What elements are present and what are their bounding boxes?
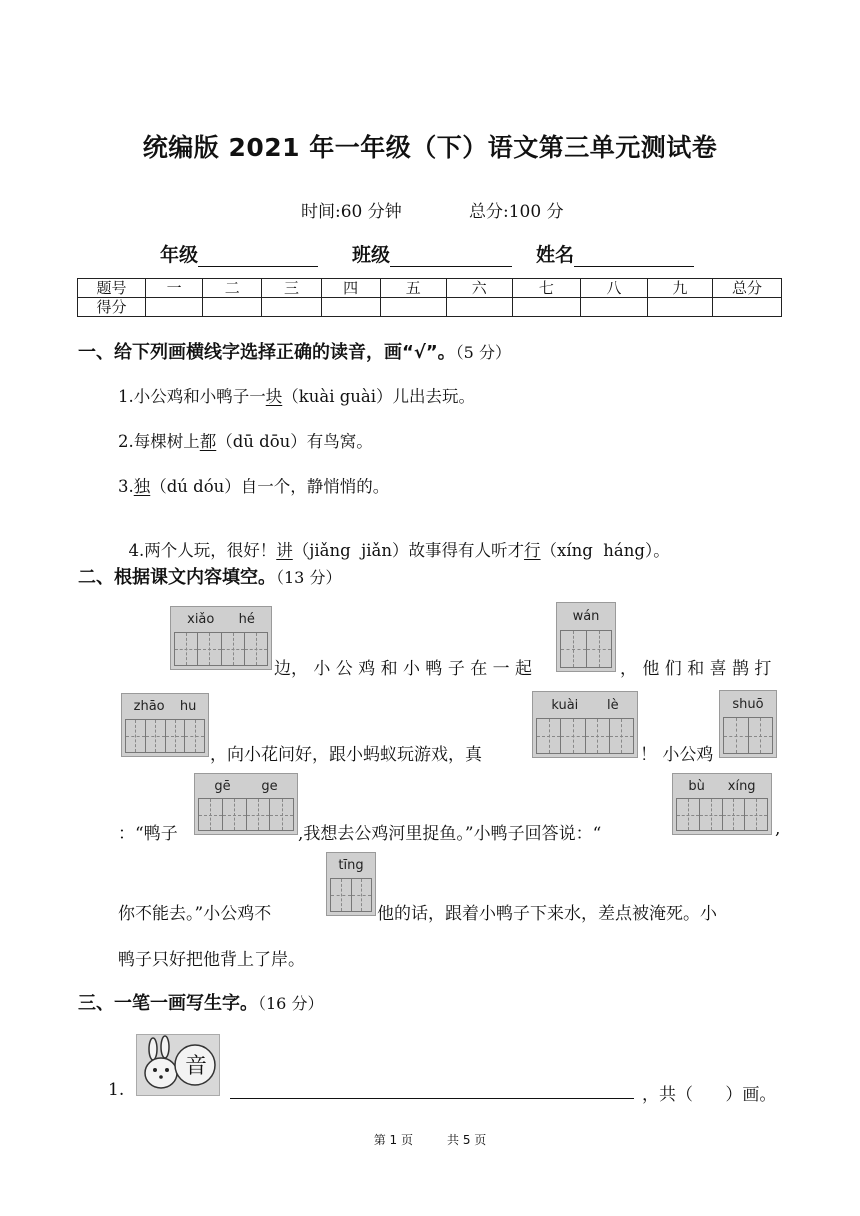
underlined-char: 都 bbox=[199, 432, 217, 451]
score-table-score-row bbox=[78, 298, 782, 317]
pinyin-choices: （dū dōu）有鸟窝。 bbox=[216, 432, 373, 451]
pinyin-text: hé bbox=[238, 611, 255, 627]
section-2-title: 二、根据课文内容填空。 bbox=[78, 567, 276, 588]
underlined-char: 块 bbox=[265, 387, 283, 406]
underlined-char: 讲 bbox=[276, 541, 293, 560]
table-cell: 三 bbox=[262, 279, 321, 298]
section-3-title: 三、一笔一画写生字。 bbox=[78, 993, 258, 1014]
question-1-1 bbox=[118, 383, 475, 407]
table-cell: 九 bbox=[647, 279, 712, 298]
name-label: 姓名 bbox=[536, 244, 575, 266]
pinyin-box-shuo[interactable] bbox=[719, 690, 777, 758]
question-3-1-number: 1. bbox=[108, 1080, 125, 1100]
pinyin-box-wan[interactable] bbox=[556, 602, 616, 672]
table-cell: 得分 bbox=[78, 298, 146, 317]
pinyin-text: kuài bbox=[551, 697, 579, 713]
name-blank[interactable] bbox=[574, 246, 694, 267]
character-to-write: 音 bbox=[184, 1054, 207, 1079]
pinyin-choices: （kuài guài）儿出去玩。 bbox=[282, 387, 476, 406]
question-1-4 bbox=[118, 518, 670, 561]
pinyin-choices: （dú dóu）自一个，静悄悄的。 bbox=[150, 477, 390, 496]
grade-blank[interactable] bbox=[198, 246, 318, 267]
pinyin-text: hu bbox=[179, 698, 197, 714]
pinyin-box-kuai-le[interactable] bbox=[532, 691, 638, 758]
stroke-count-question: ，共（ ）画。 bbox=[642, 1085, 777, 1105]
section-1-heading bbox=[78, 338, 511, 364]
total-score-label: 总分:100 分 bbox=[469, 202, 564, 222]
pinyin-box-xiao-he[interactable] bbox=[170, 606, 272, 670]
pinyin-box-ge-ge[interactable] bbox=[194, 773, 298, 835]
table-cell: 一 bbox=[146, 279, 203, 298]
score-cell[interactable] bbox=[446, 298, 512, 317]
passage-text: ！ 小公鸡 bbox=[640, 745, 714, 765]
class-label: 班级 bbox=[352, 244, 391, 266]
table-cell: 题号 bbox=[78, 279, 146, 298]
pinyin-text: xiǎo bbox=[187, 611, 215, 627]
table-cell: 八 bbox=[580, 279, 647, 298]
total-pages: 共 5 页 bbox=[447, 1133, 487, 1147]
pinyin-text: xíng bbox=[727, 778, 756, 794]
pinyin-text: shuō bbox=[732, 696, 764, 712]
page-title: 统编版 2021 年一年级（下）语文第三单元测试卷 bbox=[142, 133, 718, 162]
score-cell[interactable] bbox=[262, 298, 321, 317]
question-text: 3. bbox=[118, 477, 134, 496]
grade-field[interactable] bbox=[160, 240, 318, 267]
passage-text: ，向小花问好，跟小蚂蚁玩游戏，真 bbox=[210, 745, 482, 765]
page-number: 第 1 页 bbox=[373, 1133, 413, 1147]
passage-text: ：“鸭子 bbox=[118, 824, 178, 844]
question-1-3 bbox=[118, 473, 389, 497]
question-text: 4.两个人玩，很好！ bbox=[128, 541, 277, 560]
passage-text: ,我想去公鸡河里捉鱼。”小鸭子回答说：“ bbox=[298, 824, 602, 844]
passage-text: 你不能去。”小公鸡不 bbox=[118, 904, 272, 924]
section-3-heading bbox=[78, 989, 323, 1015]
score-cell[interactable] bbox=[380, 298, 446, 317]
underlined-char: 独 bbox=[133, 477, 151, 496]
passage-text: ， 他 们 和 喜 鹊 打 bbox=[620, 659, 772, 679]
score-cell[interactable] bbox=[146, 298, 203, 317]
score-table bbox=[77, 278, 782, 317]
rabbit-character-card bbox=[136, 1034, 220, 1096]
table-cell: 六 bbox=[446, 279, 512, 298]
passage-text: 边， 小 公 鸡 和 小 鸭 子 在 一 起 bbox=[274, 659, 533, 679]
pinyin-text: gē bbox=[214, 778, 231, 794]
pinyin-text: ge bbox=[261, 778, 278, 794]
section-1-title: 一、给下列画横线字选择正确的读音，画“√”。 bbox=[78, 342, 456, 363]
section-2-heading bbox=[78, 563, 341, 589]
passage-text: 他的话，跟着小鸭子下来水，差点被淹死。小 bbox=[377, 904, 717, 924]
grade-label: 年级 bbox=[160, 244, 199, 266]
pinyin-text: zhāo bbox=[133, 698, 165, 714]
pinyin-text: wán bbox=[572, 609, 600, 625]
question-text: 1.小公鸡和小鸭子一 bbox=[118, 387, 266, 406]
score-cell[interactable] bbox=[580, 298, 647, 317]
pinyin-choices: （xíng háng）。 bbox=[540, 541, 670, 560]
passage-text: 鸭子只好把他背上了岸。 bbox=[118, 950, 305, 970]
class-blank[interactable] bbox=[390, 246, 512, 267]
table-cell: 四 bbox=[321, 279, 380, 298]
passage-text: , bbox=[775, 819, 781, 839]
score-table-header-row bbox=[78, 279, 782, 298]
pinyin-text: lè bbox=[607, 697, 619, 713]
table-cell: 总分 bbox=[712, 279, 781, 298]
page-footer bbox=[0, 1131, 860, 1148]
time-label: 时间:60 分钟 bbox=[301, 202, 402, 222]
score-cell[interactable] bbox=[512, 298, 580, 317]
section-3-points: （16 分） bbox=[258, 994, 324, 1013]
question-1-2 bbox=[118, 428, 373, 452]
pinyin-box-bu-xing[interactable] bbox=[672, 773, 772, 835]
stroke-order-writing-line[interactable] bbox=[230, 1098, 634, 1099]
pinyin-box-zhao-hu[interactable] bbox=[121, 693, 209, 757]
score-cell[interactable] bbox=[647, 298, 712, 317]
pinyin-choices: （jiǎng jiǎn）故事得有人听才 bbox=[292, 541, 525, 560]
section-2-points: （13 分） bbox=[276, 568, 342, 587]
pinyin-text: tīng bbox=[338, 857, 364, 873]
underlined-char: 行 bbox=[524, 541, 541, 560]
pinyin-text: bù bbox=[688, 778, 705, 794]
class-field[interactable] bbox=[352, 240, 512, 267]
table-cell: 五 bbox=[380, 279, 446, 298]
table-cell: 七 bbox=[512, 279, 580, 298]
score-cell[interactable] bbox=[203, 298, 262, 317]
name-field[interactable] bbox=[536, 240, 694, 267]
pinyin-box-ting[interactable] bbox=[326, 852, 376, 916]
question-text: 2.每棵树上 bbox=[118, 432, 200, 451]
score-cell[interactable] bbox=[321, 298, 380, 317]
table-cell: 二 bbox=[203, 279, 262, 298]
section-1-points: （5 分） bbox=[455, 343, 511, 362]
score-cell[interactable] bbox=[712, 298, 781, 317]
